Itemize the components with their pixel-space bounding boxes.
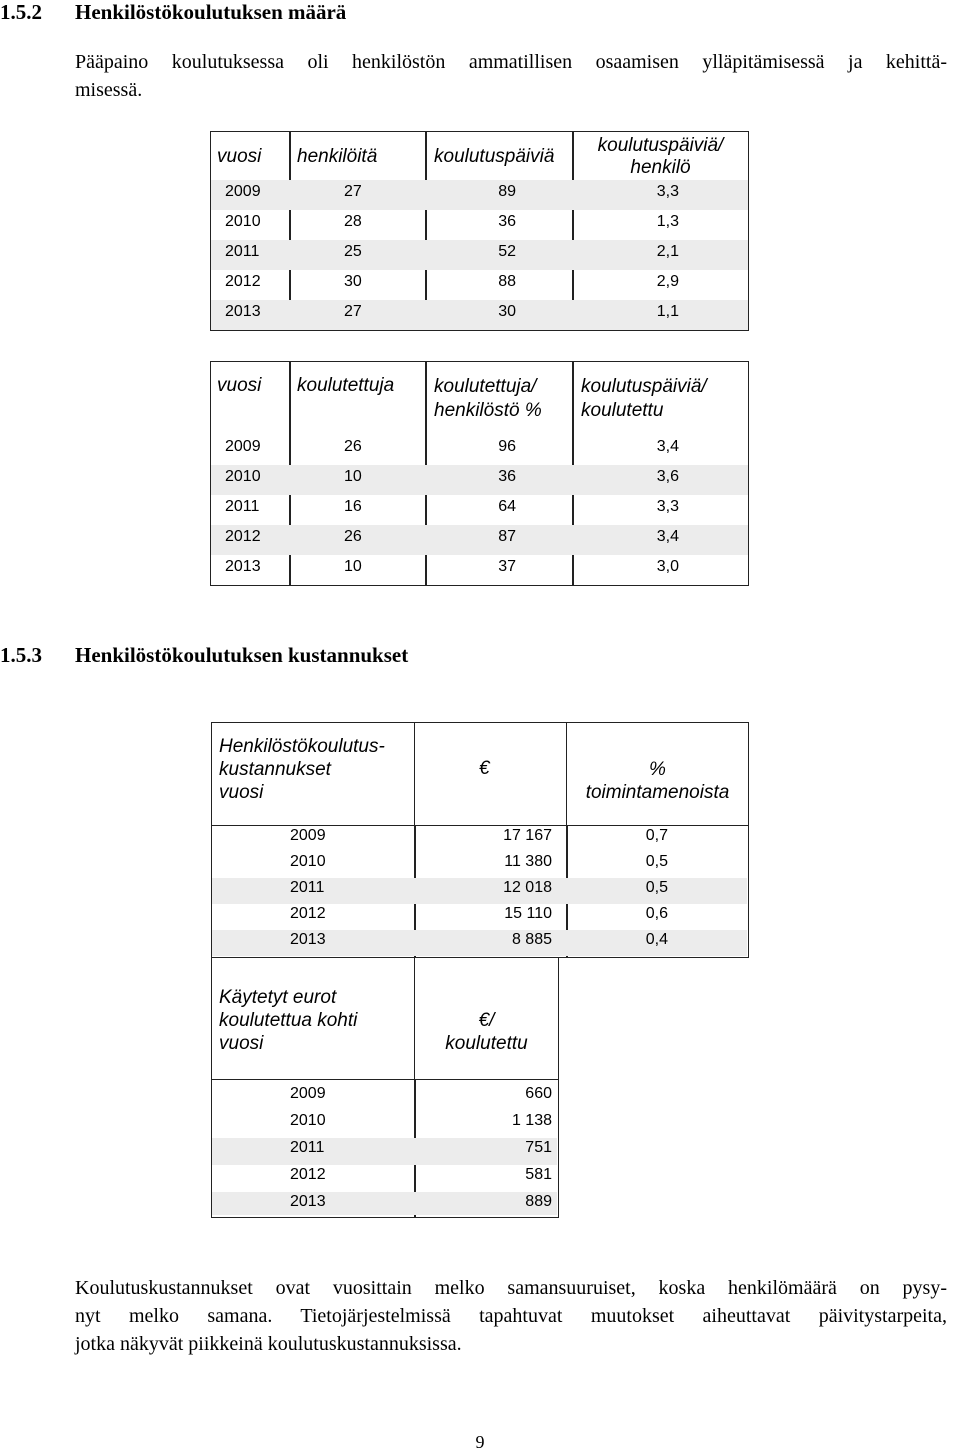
table4-rows — [212, 1084, 557, 1219]
cell-ratio: 2,1 — [656, 243, 679, 260]
table-row — [211, 210, 748, 240]
cell-ratio: 3,3 — [656, 183, 679, 200]
column-header-euros-year — [219, 986, 357, 1055]
cell-percent: 0,5 — [645, 879, 668, 896]
header-line: koulutuspäiviä/ — [597, 135, 724, 156]
cell-euro: 751 — [525, 1139, 552, 1156]
cell-year: 2009 — [290, 1085, 326, 1102]
section-title: Henkilöstökoulutuksen määrä — [75, 0, 347, 24]
cell-year: 2009 — [225, 438, 261, 455]
table-row — [212, 878, 747, 904]
header-line: koulutettuja/ — [434, 376, 537, 397]
table-row — [212, 852, 747, 878]
cell-persons: 30 — [344, 273, 362, 290]
header-cell — [211, 722, 415, 826]
column-header-percent-of-expenses — [567, 758, 748, 804]
table-row — [212, 930, 747, 956]
cell-euro: 15 110 — [504, 905, 552, 922]
cell-year: 2009 — [225, 183, 261, 200]
cell-year: 2011 — [290, 879, 325, 896]
cell-year: 2012 — [225, 528, 261, 545]
column-header-year: vuosi — [217, 375, 262, 396]
column-header-days-per-person — [573, 135, 748, 179]
cell-year: 2011 — [290, 1139, 325, 1156]
cell-year: 2012 — [225, 273, 261, 290]
table3-rows — [212, 826, 747, 956]
cell-euro: 1 138 — [511, 1112, 552, 1129]
header-cell — [211, 957, 415, 1080]
cell-euro: 8 885 — [511, 931, 552, 948]
cell-days: 89 — [498, 183, 516, 200]
cell-year: 2011 — [225, 243, 260, 260]
cell-year: 2013 — [225, 558, 261, 575]
cell-persons: 27 — [344, 303, 362, 320]
cell-trained: 10 — [344, 468, 362, 485]
cell-year: 2010 — [225, 213, 261, 230]
cell-ratio: 2,9 — [656, 273, 679, 290]
header-cell — [566, 722, 749, 826]
table-row — [211, 270, 748, 300]
cell-euro: 889 — [525, 1193, 552, 1210]
cell-euro: 581 — [525, 1166, 552, 1183]
column-header-trained-percent — [434, 375, 542, 423]
header-line: Käytetyt eurot — [219, 987, 337, 1008]
header-line: henkilöstö % — [434, 400, 542, 421]
header-line: henkilö — [630, 157, 691, 178]
cell-ratio: 3,4 — [656, 438, 679, 455]
section-number: 1.5.3 — [0, 643, 42, 667]
section-heading-1-5-3 — [0, 643, 408, 668]
header-line: toimintamenoista — [585, 782, 730, 803]
header-line: koulutettua kohti — [219, 1010, 358, 1031]
table-row — [211, 525, 748, 555]
header-cell — [414, 957, 559, 1080]
column-header-trained: koulutettuja — [297, 375, 395, 396]
cell-ratio: 3,0 — [656, 558, 679, 575]
section-number: 1.5.2 — [0, 0, 42, 24]
cell-days: 52 — [498, 243, 516, 260]
table2-rows — [211, 435, 748, 585]
cell-percent: 96 — [498, 438, 516, 455]
table-row — [212, 1138, 557, 1165]
cell-percent: 0,7 — [645, 827, 668, 844]
column-header-training-days: koulutuspäiviä — [434, 146, 555, 167]
cell-year: 2011 — [225, 498, 260, 515]
table-row — [212, 904, 747, 930]
paragraph-line: Koulutuskustannukset ovat vuosittain melko samansuuruiset, koska henkilömäärä on pysy- — [75, 1277, 947, 1299]
cell-percent: 0,4 — [645, 931, 668, 948]
paragraph-line: jotka näkyvät piikkeinä koulutuskustannuksissa. — [75, 1333, 462, 1355]
table-row — [211, 180, 748, 210]
table-row — [211, 435, 748, 465]
intro-paragraph — [75, 48, 947, 104]
cell-euro: 660 — [525, 1085, 552, 1102]
cell-year: 2012 — [290, 905, 326, 922]
closing-paragraph — [75, 1274, 947, 1358]
cell-ratio: 1,1 — [656, 303, 679, 320]
cell-year: 2010 — [290, 1112, 326, 1129]
cell-trained: 10 — [344, 558, 362, 575]
cell-trained: 26 — [344, 528, 362, 545]
cell-year: 2013 — [290, 931, 326, 948]
cell-year: 2013 — [225, 303, 261, 320]
cell-percent: 37 — [498, 558, 516, 575]
cell-ratio: 3,3 — [656, 498, 679, 515]
cell-euro: 17 167 — [503, 827, 552, 844]
header-line: koulutuspäiviä/ — [581, 376, 707, 397]
header-line: Henkilöstökoulutus- — [219, 736, 385, 757]
page-number: 9 — [475, 1432, 485, 1452]
table-training-costs — [211, 722, 749, 958]
table4-body — [211, 1079, 559, 1218]
table-training-days — [210, 131, 749, 331]
cell-persons: 27 — [344, 183, 362, 200]
cell-percent: 64 — [498, 498, 516, 515]
cell-percent: 36 — [498, 468, 516, 485]
section-heading-1-5-2 — [0, 0, 346, 25]
paragraph-line: nyt melko samana. Tietojärjestelmissä tapahtuvat muutokset aiheuttavat päivitystarpeita, — [75, 1305, 947, 1327]
table-row — [212, 1084, 557, 1111]
table-row — [211, 465, 748, 495]
cell-persons: 28 — [344, 213, 362, 230]
cell-trained: 16 — [344, 498, 362, 515]
table-row — [212, 1111, 557, 1138]
header-line: vuosi — [219, 782, 264, 803]
header-line: koulutettu — [445, 1033, 528, 1054]
paragraph-line: Pääpaino koulutuksessa oli henkilöstön ammatillisen osaamisen ylläpitämisessä ja kehittä- — [75, 51, 947, 73]
section-title: Henkilöstökoulutuksen kustannukset — [75, 643, 409, 667]
cell-persons: 25 — [344, 243, 362, 260]
cell-year: 2013 — [290, 1193, 326, 1210]
paragraph-line: misessä. — [75, 79, 143, 101]
column-header-euro: € — [479, 758, 490, 779]
table-trained-persons — [210, 361, 749, 586]
table-row — [212, 1192, 557, 1219]
table-row — [211, 555, 748, 585]
header-line: % — [649, 759, 666, 780]
column-header-costs-year — [219, 735, 385, 804]
header-cell — [414, 722, 567, 826]
cell-euro: 11 380 — [504, 853, 552, 870]
cell-trained: 26 — [344, 438, 362, 455]
column-header-year: vuosi — [217, 146, 262, 167]
cell-percent: 87 — [498, 528, 516, 545]
cell-ratio: 1,3 — [656, 213, 679, 230]
cell-euro: 12 018 — [503, 879, 552, 896]
table-row — [212, 1165, 557, 1192]
cell-days: 88 — [498, 273, 516, 290]
cell-year: 2010 — [290, 853, 326, 870]
table-row — [211, 240, 748, 270]
table-euros-per-trained — [211, 957, 559, 1218]
table-row — [211, 300, 748, 330]
table-row — [211, 495, 748, 525]
cell-days: 36 — [498, 213, 516, 230]
cell-ratio: 3,4 — [656, 528, 679, 545]
cell-percent: 0,5 — [645, 853, 668, 870]
header-line: koulutettu — [581, 400, 664, 421]
cell-year: 2012 — [290, 1166, 326, 1183]
column-header-days-per-trained — [581, 375, 707, 423]
cell-year: 2009 — [290, 827, 326, 844]
table-row — [212, 826, 747, 852]
cell-days: 30 — [498, 303, 516, 320]
column-header-euro-per-trained — [415, 1009, 558, 1055]
header-line: €/ — [478, 1010, 495, 1031]
table1-rows — [211, 180, 748, 330]
header-line: kustannukset — [219, 759, 331, 780]
cell-year: 2010 — [225, 468, 261, 485]
cell-ratio: 3,6 — [656, 468, 679, 485]
cell-percent: 0,6 — [645, 905, 668, 922]
column-header-persons: henkilöitä — [297, 146, 378, 167]
header-line: vuosi — [219, 1033, 264, 1054]
table3-body — [211, 825, 749, 958]
